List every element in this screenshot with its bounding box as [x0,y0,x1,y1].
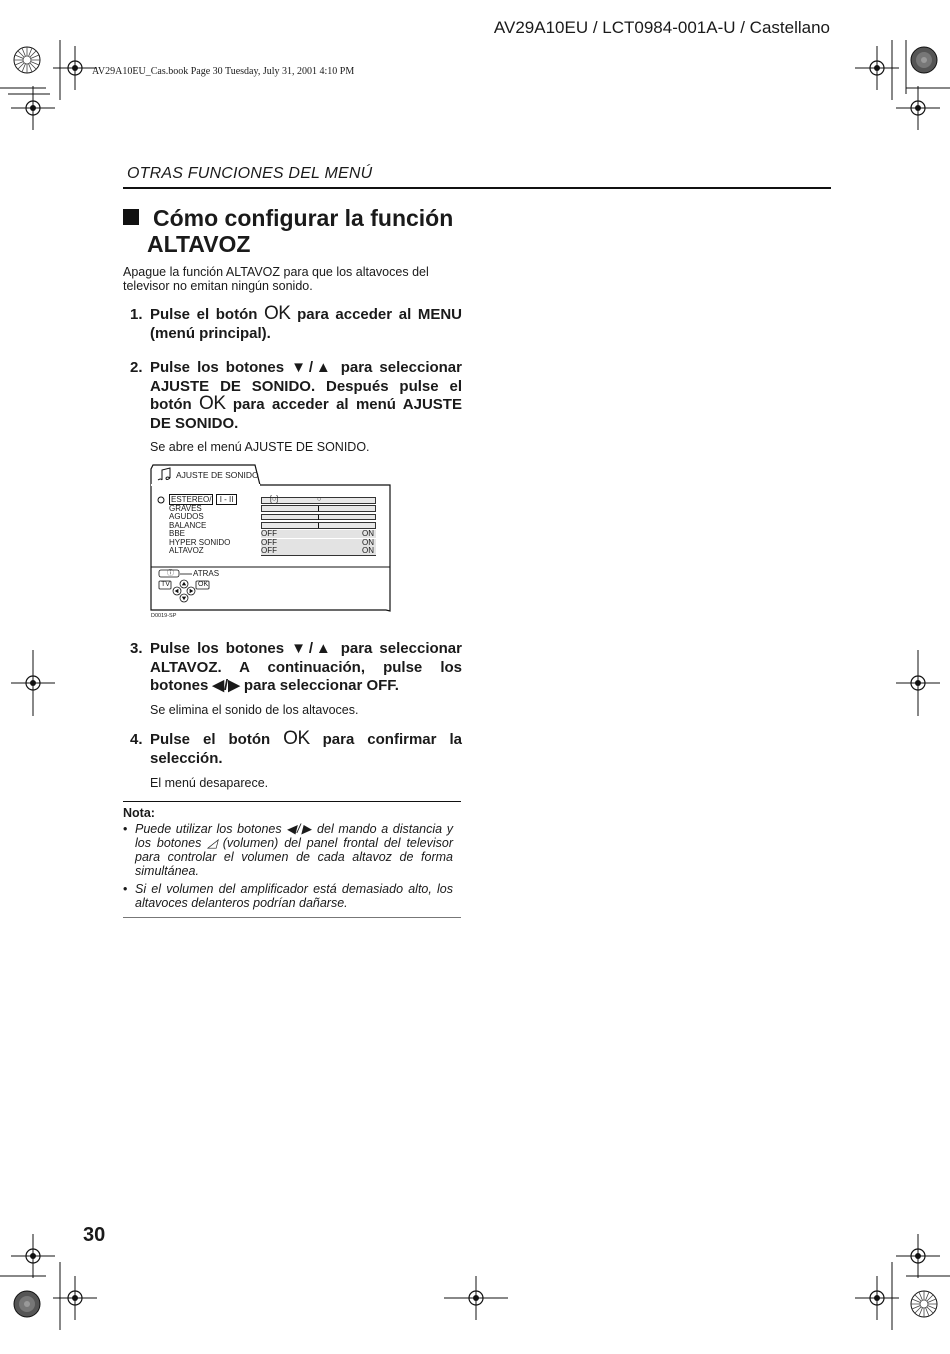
agudos-slider [261,514,376,521]
sound-menu-illustration [150,463,392,619]
step-text-post: para acceder al menú AJUSTE DE SONIDO. [150,396,462,432]
step-text: Pulse los botones ▼/▲ para seleccionar ALTAVOZ. A continuación, pulse los botones ◀/▶ para seleccionar OFF. [150,640,462,694]
bullet: • [123,822,128,836]
step-text-pre: Pulse el botón [150,306,258,323]
graves-slider [261,505,376,512]
menu-item-graves: GRAVES [169,503,202,513]
step-number: 1. [130,306,143,323]
menu-item-bbe: BBE [169,529,186,538]
step-4-result: El menú desaparece. [150,776,269,790]
menu-tab-title: AJUSTE DE SONIDO [176,470,259,480]
step-text-post: para confirmar la selección. [150,731,462,767]
menu-item-hyper-sonido: HYPER SONIDO [169,537,231,547]
step-4 [130,728,462,768]
book-line: AV29A10EU_Cas.book Page 30 Tuesday, July 31, 2001 4:10 PM [92,66,355,77]
altavoz-setting: OFF ON [261,546,374,555]
ok-icon: OK [283,728,310,749]
step-text-post: para acceder al MENU (menú principal). [150,306,463,342]
menu-item-agudos: AGUDOS [169,512,204,521]
step-3-result: Se elimina el sonido de los altavoces. [150,703,359,717]
step-number: 3. [130,640,143,657]
step-number: 4. [130,731,143,748]
ok-icon: OK [264,303,291,324]
figure-code: D0019-SP [151,613,177,619]
step-3 [130,640,462,696]
heading-line2: ALTAVOZ [147,231,251,257]
header-rule [123,187,831,189]
back-label: ATRAS [193,569,220,578]
step-number: 2. [130,359,143,376]
ok-icon: OK [199,393,226,414]
step-2 [130,359,462,433]
doc-id: AV29A10EU / LCT0984-001A-U / Castellano [493,18,830,37]
menu-item-balance: BALANCE [169,520,207,530]
step-text-pre: Pulse los botones ▼/▲ para seleccionar AJUSTE DE SONIDO. Después pulse el botón [150,359,462,413]
bbe-setting: OFF ON [261,529,374,538]
intro-text: Apague la función ALTAVOZ para que los altavoces del televisor no emitan ningún sonido. [123,265,429,293]
step-1 [130,303,463,343]
square-bullet-icon [123,209,139,225]
menu-ok-label: OK [198,581,209,588]
estereo-indicator: [○] ○ [261,497,376,504]
menu-item-estereo: ESTEREO/ I - II [169,496,237,504]
estereo-box: I - II [216,494,238,505]
page-heading [123,205,453,257]
bullet: • [123,882,128,896]
page-number: 30 [83,1224,106,1246]
hyper-sonido-setting: OFF ON [261,537,374,547]
menu-item-altavoz: ALTAVOZ [169,546,204,555]
nota-end-rule [123,917,461,918]
info-icon: ⓘ [167,570,174,577]
step-2-result: Se abre el menú AJUSTE DE SONIDO. [150,440,370,454]
nota-item: • Si el volumen del amplificador está demasiado alto, los altavoces delanteros podrían dañarse. [123,882,453,910]
balance-slider [261,522,376,529]
nota-title: Nota: [123,806,155,820]
nota-rule [123,801,461,802]
heading-line1: Cómo configurar la función [153,205,454,231]
section-title: OTRAS FUNCIONES DEL MENÚ [127,165,373,182]
tv-label: TV [161,581,170,588]
step-text-pre: Pulse el botón [150,731,271,748]
nota-item: • Puede utilizar los botones ◀/▶ del mando a distancia y los botones ◿ (volumen) del panel frontal del televisor para controlar el volumen de cada altavoz de forma simultánea. [123,822,453,878]
